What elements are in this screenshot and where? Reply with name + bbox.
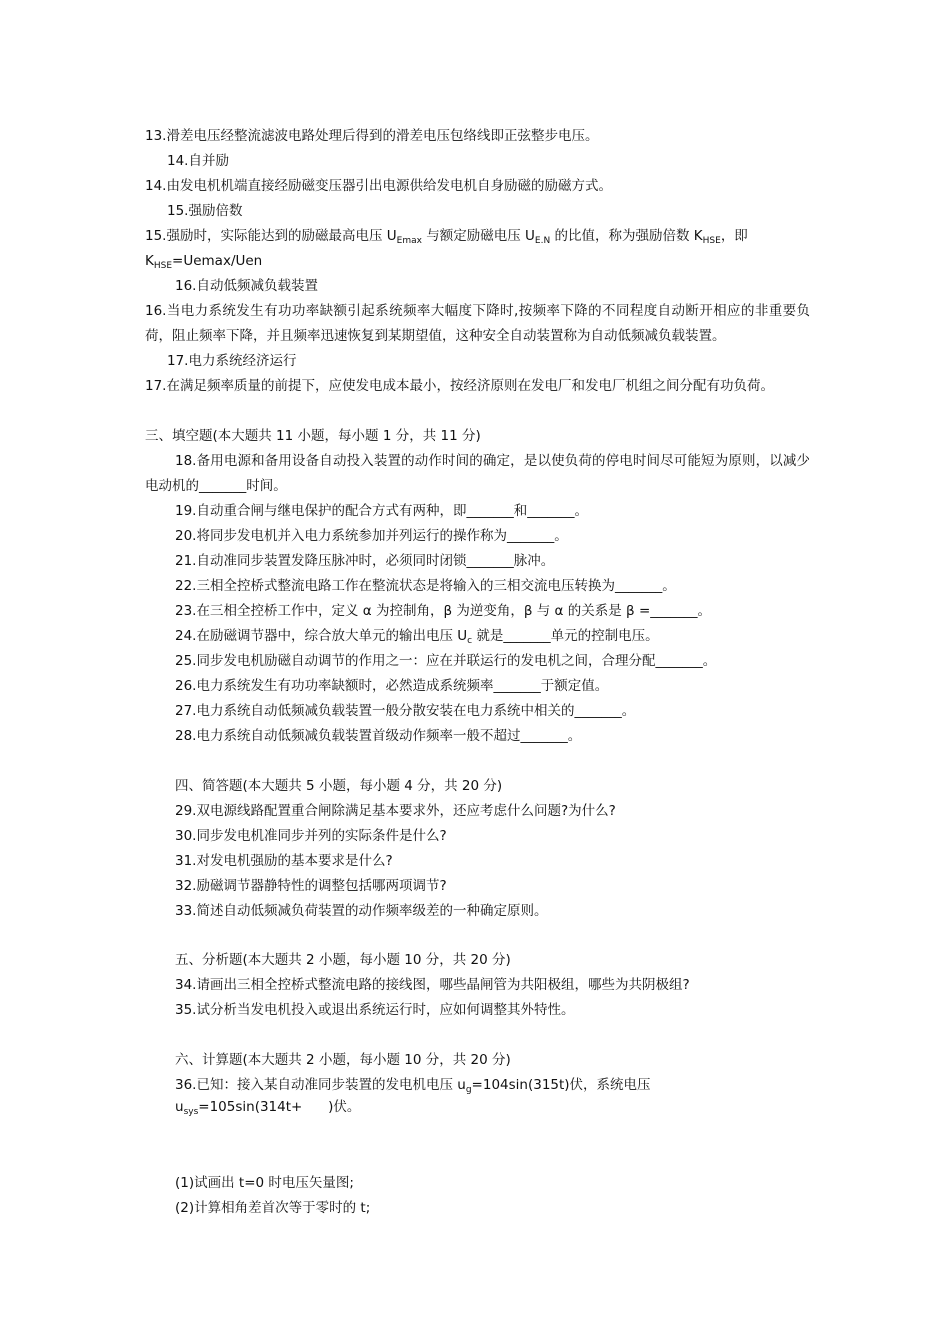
- term-14: 14.自并励: [167, 153, 229, 169]
- question-26: 26.电力系统发生有功功率缺额时，必然造成系统频率_______于额定值。: [175, 678, 609, 694]
- analysis-heading: 五、分析题(本大题共 2 小题，每小题 10 分，共 20 分): [175, 952, 511, 968]
- definition-13: 13.滑差电压经整流滤波电路处理后得到的滑差电压包络线即正弦整步电压。: [145, 128, 599, 144]
- question-28: 28.电力系统自动低频减负载装置首级动作频率一般不超过_______。: [175, 728, 582, 744]
- definition-14: 14.由发电机机端直接经励磁变压器引出电源供给发电机自身励磁的励磁方式。: [145, 178, 612, 194]
- question-18: 18.备用电源和备用设备自动投入装置的动作时间的确定，是以使负荷的停电时间尽可能短为原则，以减少电动机的_______时间。: [145, 453, 810, 494]
- question-36-line1: 36.已知：接入某自动准同步装置的发电机电压 $u_g=104\sin(315t)$伏，系统电压: [175, 1077, 651, 1095]
- question-36-part1: (1)试画出 t=0 时电压矢量图;: [175, 1175, 354, 1191]
- term-15: 15.强励倍数: [167, 203, 243, 219]
- definition-17: 17.在满足频率质量的前提下，应使发电成本最小，按经济原则在发电厂和发电厂机组之间分配有功负荷。: [145, 378, 774, 394]
- definition-15-line1: 15.强励时，实际能达到的励磁最高电压 $U_{Emax}$ 与额定励磁电压 $U_{E.N}$ 的比值，称为强励倍数 $K_{HSE}$，即: [145, 228, 748, 246]
- question-31: 31.对发电机强励的基本要求是什么?: [175, 853, 393, 869]
- question-36-line2: $u_{sys}=105\sin(314t+$ )伏。: [175, 1099, 361, 1117]
- short-answer-heading: 四、简答题(本大题共 5 小题，每小题 4 分，共 20 分): [175, 778, 503, 794]
- question-35: 35.试分析当发电机投入或退出系统运行时，应如何调整其外特性。: [175, 1002, 575, 1018]
- term-17: 17.电力系统经济运行: [167, 353, 297, 369]
- question-24: 24.在励磁调节器中，综合放大单元的输出电压 $U_c$ 就是_______单元的控制电压。: [175, 628, 659, 646]
- question-23: 23.在三相全控桥工作中，定义 α 为控制角，β 为逆变角，β 与 α 的关系是 β =_______。: [175, 603, 712, 619]
- question-21: 21.自动准同步装置发降压脉冲时，必须同时闭锁_______脉冲。: [175, 553, 555, 569]
- calculation-heading: 六、计算题(本大题共 2 小题，每小题 10 分，共 20 分): [175, 1052, 511, 1068]
- question-19: 19.自动重合闸与继电保护的配合方式有两种，即_______和_______。: [175, 503, 588, 519]
- question-36-part2: (2)计算相角差首次等于零时的 t;: [175, 1200, 371, 1216]
- definition-16: 16.当电力系统发生有功功率缺额引起系统频率大幅度下降时,按频率下降的不同程度自动断开相应的非重要负荷，阻止频率下降，并且频率迅速恢复到某期望值，这种安全自动装置称为自动低频减负载装置。: [145, 303, 810, 344]
- fill-in-heading: 三、填空题(本大题共 11 小题，每小题 1 分，共 11 分): [145, 428, 481, 444]
- question-30: 30.同步发电机准同步并列的实际条件是什么?: [175, 828, 447, 844]
- question-20: 20.将同步发电机并入电力系统参加并列运行的操作称为_______。: [175, 528, 568, 544]
- question-34: 34.请画出三相全控桥式整流电路的接线图，哪些晶闸管为共阳极组，哪些为共阴极组?: [175, 977, 690, 993]
- question-33: 33.简述自动低频减负荷装置的动作频率级差的一种确定原则。: [175, 903, 548, 919]
- question-32: 32.励磁调节器静特性的调整包括哪两项调节?: [175, 878, 447, 894]
- question-25: 25.同步发电机励磁自动调节的作用之一：应在并联运行的发电机之间，合理分配_______。: [175, 653, 717, 669]
- question-29: 29.双电源线路配置重合闸除满足基本要求外，还应考虑什么问题?为什么?: [175, 803, 616, 819]
- term-16: 16.自动低频减负载装置: [175, 278, 318, 294]
- question-22: 22.三相全控桥式整流电路工作在整流状态是将输入的三相交流电压转换为_______。: [175, 578, 676, 594]
- definition-15-line2: $K_{HSE}=Uemax$/Uen: [145, 253, 263, 271]
- question-27: 27.电力系统自动低频减负载装置一般分散安装在电力系统中相关的_______。: [175, 703, 636, 719]
